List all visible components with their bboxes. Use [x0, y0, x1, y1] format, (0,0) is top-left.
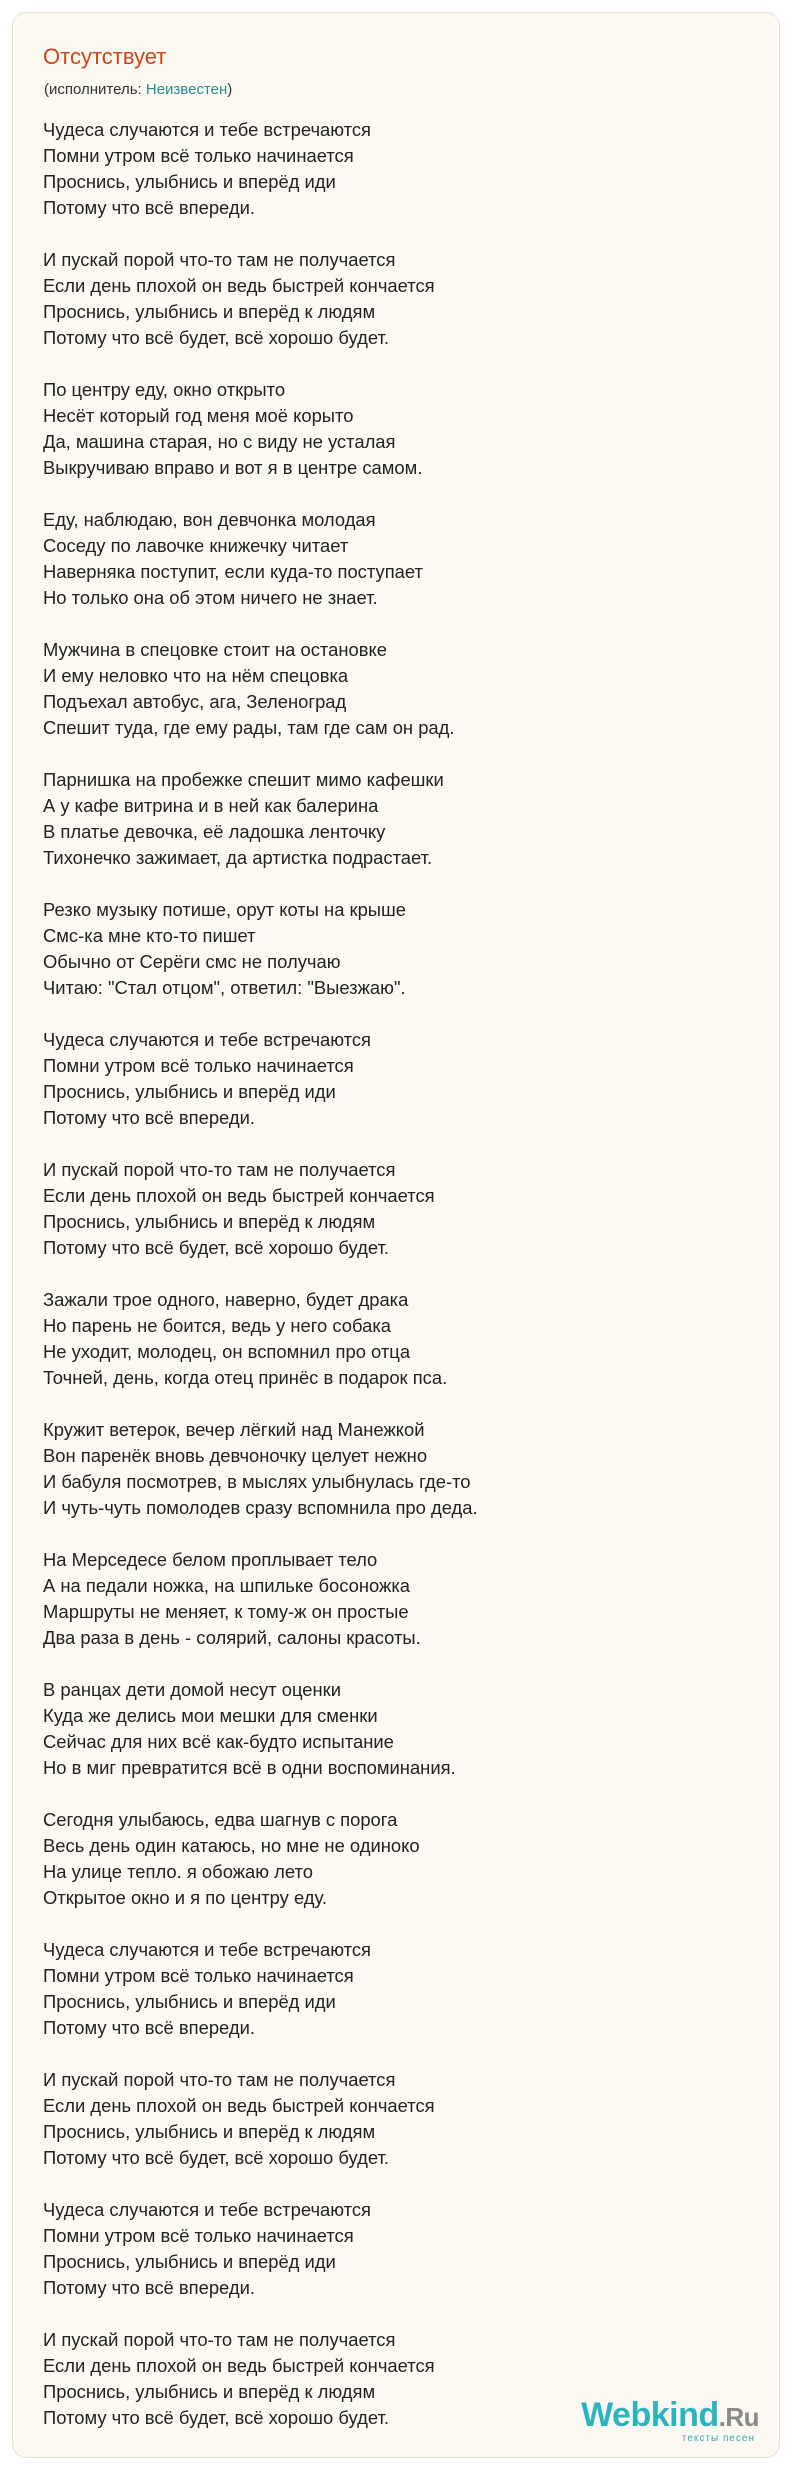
lyrics-line: Резко музыку потише, орут коты на крыше: [43, 899, 407, 920]
lyrics-stanza: [43, 767, 743, 871]
logo-name: Webkind: [581, 2396, 719, 2434]
lyrics-line: Помни утром всё только начинается: [43, 145, 354, 166]
lyrics-line: Если день плохой он ведь быстрей кончается: [43, 275, 435, 296]
lyrics-line: Если день плохой он ведь быстрей кончается: [43, 2355, 435, 2376]
lyrics-line: И чуть-чуть помолодев сразу вспомнила про деда.: [43, 1497, 478, 1518]
lyrics-line: Подъехал автобус, ага, Зеленоград: [43, 691, 347, 712]
artist-line: [44, 81, 232, 99]
lyrics-line: Помни утром всё только начинается: [43, 1965, 354, 1986]
lyrics-line: Потому что всё будет, всё хорошо будет.: [43, 2407, 389, 2428]
lyrics-line: Смс-ка мне кто-то пишет: [43, 925, 256, 946]
lyrics-line: Обычно от Серёги смс не получаю: [43, 951, 341, 972]
artist-prefix: (исполнитель:: [44, 81, 146, 98]
lyrics-line: Сейчас для них всё как-будто испытание: [43, 1731, 394, 1752]
lyrics-line: Помни утром всё только начинается: [43, 2225, 354, 2246]
lyrics-line: Зажали трое одного, наверно, будет драка: [43, 1289, 409, 1310]
logo-wordmark: [581, 2397, 759, 2435]
lyrics-stanza: [43, 1027, 743, 1131]
lyrics-stanza: [43, 1417, 743, 1521]
lyrics-line: И пускай порой что-то там не получается: [43, 249, 396, 270]
lyrics-line: Спешит туда, где ему рады, там где сам он рад.: [43, 717, 455, 738]
lyrics-line: Чудеса случаются и тебе встречаются: [43, 119, 372, 140]
lyrics-line: На улице тепло. я обожаю лето: [43, 1861, 313, 1882]
lyrics-line: Сегодня улыбаюсь, едва шагнув с порога: [43, 1809, 398, 1830]
lyrics-line: Проснись, улыбнись и вперёд иди: [43, 2251, 336, 2272]
lyrics-line: Потому что всё впереди.: [43, 2277, 255, 2298]
lyrics-line: Точней, день, когда отец принёс в подарок пса.: [43, 1367, 448, 1388]
lyrics-line: Читаю: "Стал отцом", ответил: "Выезжаю".: [43, 977, 406, 998]
lyrics-line: Мужчина в спецовке стоит на остановке: [43, 639, 387, 660]
lyrics-card: [12, 12, 780, 2458]
lyrics-line: Куда же делись мои мешки для сменки: [43, 1705, 378, 1726]
lyrics-line: Проснись, улыбнись и вперёд иди: [43, 1991, 336, 2012]
lyrics-stanza: [43, 117, 743, 221]
lyrics-line: Да, машина старая, но с виду не усталая: [43, 431, 396, 452]
lyrics-stanza: [43, 1807, 743, 1911]
lyrics-line: И пускай порой что-то там не получается: [43, 2069, 396, 2090]
lyrics-line: Весь день один катаюсь, но мне не одиноко: [43, 1835, 420, 1856]
lyrics-line: Наверняка поступит, если куда-то поступает: [43, 561, 423, 582]
lyrics-line: Несёт который год меня моё корыто: [43, 405, 354, 426]
lyrics-stanza: [43, 1157, 743, 1261]
lyrics-line: Проснись, улыбнись и вперёд к людям: [43, 1211, 376, 1232]
lyrics-line: Потому что всё будет, всё хорошо будет.: [43, 327, 389, 348]
lyrics-line: Но в миг превратится всё в одни воспоминания.: [43, 1757, 456, 1778]
lyrics-line: В платье девочка, её ладошка ленточку: [43, 821, 386, 842]
lyrics-line: По центру еду, окно открыто: [43, 379, 286, 400]
lyrics-line: Потому что всё впереди.: [43, 2017, 255, 2038]
lyrics-line: Проснись, улыбнись и вперёд к людям: [43, 2121, 376, 2142]
lyrics-line: И бабуля посмотрев, в мыслях улыбнулась где-то: [43, 1471, 471, 1492]
lyrics-line: Потому что всё будет, всё хорошо будет.: [43, 1237, 389, 1258]
lyrics-body: [43, 117, 743, 2457]
lyrics-line: А на педали ножка, на шпильке босоножка: [43, 1575, 411, 1596]
song-title: Отсутствует: [43, 44, 167, 69]
webkind-logo[interactable]: [581, 2397, 759, 2445]
lyrics-stanza: [43, 1937, 743, 2041]
lyrics-line: Маршруты не меняет, к тому-ж он простые: [43, 1601, 409, 1622]
lyrics-line: Чудеса случаются и тебе встречаются: [43, 1029, 372, 1050]
lyrics-line: Проснись, улыбнись и вперёд к людям: [43, 2381, 376, 2402]
lyrics-line: Потому что всё впереди.: [43, 197, 255, 218]
logo-tagline: тексты песен: [681, 2433, 755, 2444]
lyrics-line: Вон паренёк вновь девчоночку целует нежно: [43, 1445, 428, 1466]
lyrics-line: Чудеса случаются и тебе встречаются: [43, 1939, 372, 1960]
artist-link[interactable]: Неизвестен: [145, 81, 228, 98]
lyrics-stanza: [43, 1547, 743, 1651]
lyrics-line: В ранцах дети домой несут оценки: [43, 1679, 341, 1700]
lyrics-stanza: [43, 2197, 743, 2301]
lyrics-stanza: [43, 507, 743, 611]
lyrics-line: Проснись, улыбнись и вперёд к людям: [43, 301, 376, 322]
lyrics-line: И ему неловко что на нём спецовка: [43, 665, 349, 686]
lyrics-line: Если день плохой он ведь быстрей кончается: [43, 1185, 435, 1206]
lyrics-stanza: [43, 637, 743, 741]
lyrics-line: Открытое окно и я по центру еду.: [43, 1887, 327, 1908]
lyrics-stanza: [43, 2067, 743, 2171]
lyrics-line: Выкручиваю вправо и вот я в центре самом.: [43, 457, 423, 478]
lyrics-line: И пускай порой что-то там не получается: [43, 2329, 396, 2350]
lyrics-stanza: [43, 1677, 743, 1781]
lyrics-line: Проснись, улыбнись и вперёд иди: [43, 1081, 336, 1102]
lyrics-line: Не уходит, молодец, он вспомнил про отца: [43, 1341, 411, 1362]
lyrics-line: Два раза в день - солярий, салоны красоты.: [43, 1627, 421, 1648]
logo-tld: .Ru: [718, 2402, 759, 2432]
lyrics-line: Еду, наблюдаю, вон девчонка молодая: [43, 509, 376, 530]
lyrics-line: И пускай порой что-то там не получается: [43, 1159, 396, 1180]
lyrics-line: Если день плохой он ведь быстрей кончается: [43, 2095, 435, 2116]
lyrics-line: Помни утром всё только начинается: [43, 1055, 354, 1076]
lyrics-line: Потому что всё будет, всё хорошо будет.: [43, 2147, 389, 2168]
lyrics-line: Потому что всё впереди.: [43, 1107, 255, 1128]
lyrics-stanza: [43, 1287, 743, 1391]
lyrics-line: Проснись, улыбнись и вперёд иди: [43, 171, 336, 192]
lyrics-line: Кружит ветерок, вечер лёгкий над Манежкой: [43, 1419, 425, 1440]
artist-suffix: ): [227, 81, 233, 98]
lyrics-stanza: [43, 897, 743, 1001]
lyrics-line: Парнишка на пробежке спешит мимо кафешки: [43, 769, 444, 790]
lyrics-stanza: [43, 377, 743, 481]
lyrics-line: На Мерседесе белом проплывает тело: [43, 1549, 378, 1570]
lyrics-line: Соседу по лавочке книжечку читает: [43, 535, 349, 556]
lyrics-line: Тихонечко зажимает, да артистка подрастает.: [43, 847, 433, 868]
lyrics-line: А у кафе витрина и в ней как балерина: [43, 795, 379, 816]
lyrics-line: Но парень не боится, ведь у него собака: [43, 1315, 392, 1336]
lyrics-line: Чудеса случаются и тебе встречаются: [43, 2199, 372, 2220]
lyrics-stanza: [43, 247, 743, 351]
lyrics-line: Но только она об этом ничего не знает.: [43, 587, 378, 608]
